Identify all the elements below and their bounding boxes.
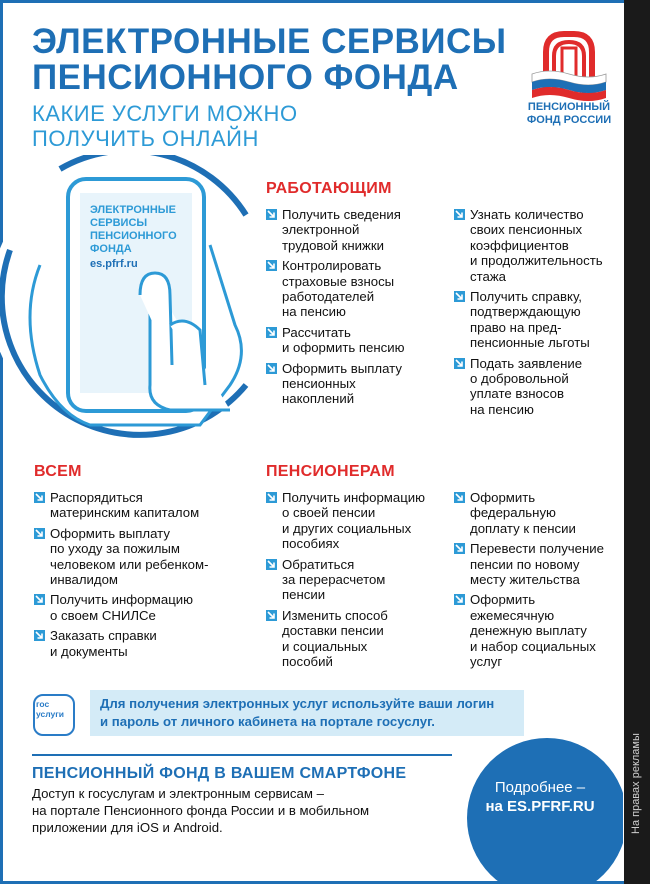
list-item	[34, 628, 262, 659]
list-item-line: на пенсию	[282, 304, 346, 320]
list-item-line: Изменить способ	[282, 607, 388, 623]
list-item-line: месту жительства	[470, 572, 580, 588]
list-item-line: работодателей	[282, 289, 375, 305]
list-item	[266, 207, 456, 253]
list-item-line: накоплений	[282, 391, 355, 407]
bottom-title: ПЕНСИОННЫЙ ФОНД В ВАШЕМ СМАРТФОНЕ	[32, 765, 407, 782]
list-item	[34, 490, 262, 521]
phone-illustration	[0, 155, 255, 445]
list-item-line: право на пред-	[470, 319, 562, 335]
list-item-line: ежемесячную	[470, 607, 555, 623]
arrow-bullet-icon	[266, 209, 277, 220]
arrow-bullet-icon	[34, 492, 45, 503]
list-item-line: пенсионных	[282, 376, 356, 392]
list-item-line: услуг	[470, 654, 503, 670]
list-item	[266, 361, 456, 407]
list-item-line: электронной	[282, 222, 360, 238]
working-list-col2	[454, 207, 624, 422]
phone-screen-line1: ЭЛЕКТРОННЫЕ	[90, 204, 176, 216]
list-item-line: Подать заявление	[470, 355, 583, 371]
list-item	[454, 356, 624, 418]
list-item-line: Получить сведения	[282, 207, 401, 222]
advertising-label: На правах рекламы	[630, 733, 642, 834]
arrow-bullet-icon	[266, 492, 277, 503]
section-title-all: ВСЕМ	[34, 463, 82, 480]
list-item	[454, 490, 624, 536]
arrow-bullet-icon	[454, 492, 465, 503]
list-item-line: Оформить	[470, 490, 536, 505]
arrow-bullet-icon	[34, 594, 45, 605]
arrow-bullet-icon	[266, 363, 277, 374]
list-item-line: и других социальных	[282, 520, 412, 536]
list-item-line: денежную выплату	[470, 623, 587, 639]
list-item	[266, 608, 456, 670]
list-item-line: о своем СНИЛСе	[50, 607, 156, 623]
list-item-line: Оформить выплату	[50, 525, 170, 541]
list-item-line: Получить справку,	[470, 289, 582, 305]
list-item-line: по уходу за пожилым	[50, 541, 180, 557]
arrow-bullet-icon	[454, 358, 465, 369]
list-item	[454, 541, 624, 587]
arrow-bullet-icon	[266, 327, 277, 338]
list-item-line: и документы	[50, 643, 128, 659]
divider	[32, 754, 452, 756]
list-item-line: Рассчитать	[282, 324, 351, 340]
arrow-bullet-icon	[454, 594, 465, 605]
list-item-line: Перевести получение	[470, 541, 604, 557]
list-item	[266, 557, 456, 603]
bottom-text: Доступ к госуслугам и электронным сервисам – на портале Пенсионного фонда России и в мобильном приложении для iOS и Android.	[32, 786, 370, 835]
list-item-line: пенсии	[282, 587, 326, 603]
list-item-line: Получить информацию	[50, 592, 194, 608]
list-item-line: уплате взносов	[470, 386, 564, 402]
phone-screen-line4: ФОНДА	[90, 243, 132, 255]
arrow-bullet-icon	[266, 610, 277, 621]
page-subtitle: КАКИЕ УСЛУГИ МОЖНО ПОЛУЧИТЬ ОНЛАЙН	[32, 101, 298, 151]
list-item-line: о добровольной	[470, 371, 569, 387]
list-item-line: трудовой книжки	[282, 237, 385, 253]
list-item-line: и социальных	[282, 638, 368, 654]
list-item-line: за перерасчетом	[282, 572, 386, 588]
list-item-line: страховые взносы	[282, 273, 395, 289]
list-item-line: пособий	[282, 654, 333, 670]
list-item	[266, 490, 456, 552]
arrow-bullet-icon	[34, 630, 45, 641]
phone-screen-url: es.pfrf.ru	[90, 258, 138, 270]
all-list	[34, 490, 262, 664]
phone-screen-line2: СЕРВИСЫ	[90, 217, 148, 229]
list-item-line: стажа	[470, 268, 506, 284]
list-item	[34, 592, 262, 623]
list-item-line: Заказать справки	[50, 628, 157, 644]
list-item-line: и продолжительность	[470, 253, 603, 269]
arrow-bullet-icon	[454, 543, 465, 554]
list-item-line: о своей пенсии	[282, 505, 376, 521]
arrow-bullet-icon	[266, 559, 277, 570]
list-item	[454, 207, 624, 284]
gosuslugi-note: Для получения электронных услуг используйте ваши логин и пароль от личного кабинета на портале госуслуг.	[100, 696, 495, 729]
section-title-working: РАБОТАЮЩИМ	[266, 180, 392, 197]
list-item-line: Оформить выплату	[282, 360, 402, 376]
list-item-line: доставки пенсии	[282, 623, 384, 639]
list-item-line: пенсионные льготы	[470, 335, 590, 351]
page-title: ЭЛЕКТРОННЫЕ СЕРВИСЫ ПЕНСИОННОГО ФОНДА	[32, 22, 507, 97]
logo-caption: ПЕНСИОННЫЙ ФОНД РОССИИ	[526, 101, 612, 126]
list-item-line: своих пенсионных	[470, 222, 583, 238]
list-item-line: подтверждающую	[470, 304, 581, 320]
list-item	[454, 592, 624, 669]
list-item-line: коэффициентов	[470, 237, 569, 253]
list-item	[266, 325, 456, 356]
phone-screen-line3: ПЕНСИОННОГО	[90, 230, 177, 242]
list-item	[266, 258, 456, 320]
list-item-line: пособиях	[282, 536, 340, 552]
list-item-line: и оформить пенсию	[282, 340, 405, 356]
list-item	[454, 289, 624, 351]
list-item-line: Оформить	[470, 592, 536, 608]
working-list-col1	[266, 207, 456, 412]
pensioners-list-col2	[454, 490, 624, 674]
arrow-bullet-icon	[266, 260, 277, 271]
list-item-line: Узнать количество	[470, 207, 584, 222]
list-item-line: инвалидом	[50, 572, 118, 588]
gosuslugi-logo-text: гос услуги	[36, 699, 65, 719]
list-item-line: Контролировать	[282, 258, 382, 274]
list-item-line: федеральную	[470, 505, 556, 521]
list-item	[34, 526, 262, 588]
list-item-line: доплату к пенсии	[470, 520, 576, 536]
pensioners-list-col1	[266, 490, 456, 674]
list-item-line: пенсии по новому	[470, 556, 580, 572]
cta-link[interactable]: Подробнее – на ES.PFRF.RU	[485, 779, 595, 815]
list-item-line: на пенсию	[470, 401, 534, 417]
list-item-line: Обратиться	[282, 556, 355, 572]
arrow-bullet-icon	[454, 291, 465, 302]
list-item-line: и набор социальных	[470, 638, 596, 654]
list-item-line: Получить информацию	[282, 490, 426, 505]
list-item-line: человеком или ребенком-	[50, 556, 209, 572]
list-item-line: Распорядиться	[50, 490, 143, 505]
list-item-line: материнским капиталом	[50, 505, 200, 521]
section-title-pensioners: ПЕНСИОНЕРАМ	[266, 463, 395, 480]
arrow-bullet-icon	[34, 528, 45, 539]
arrow-bullet-icon	[454, 209, 465, 220]
